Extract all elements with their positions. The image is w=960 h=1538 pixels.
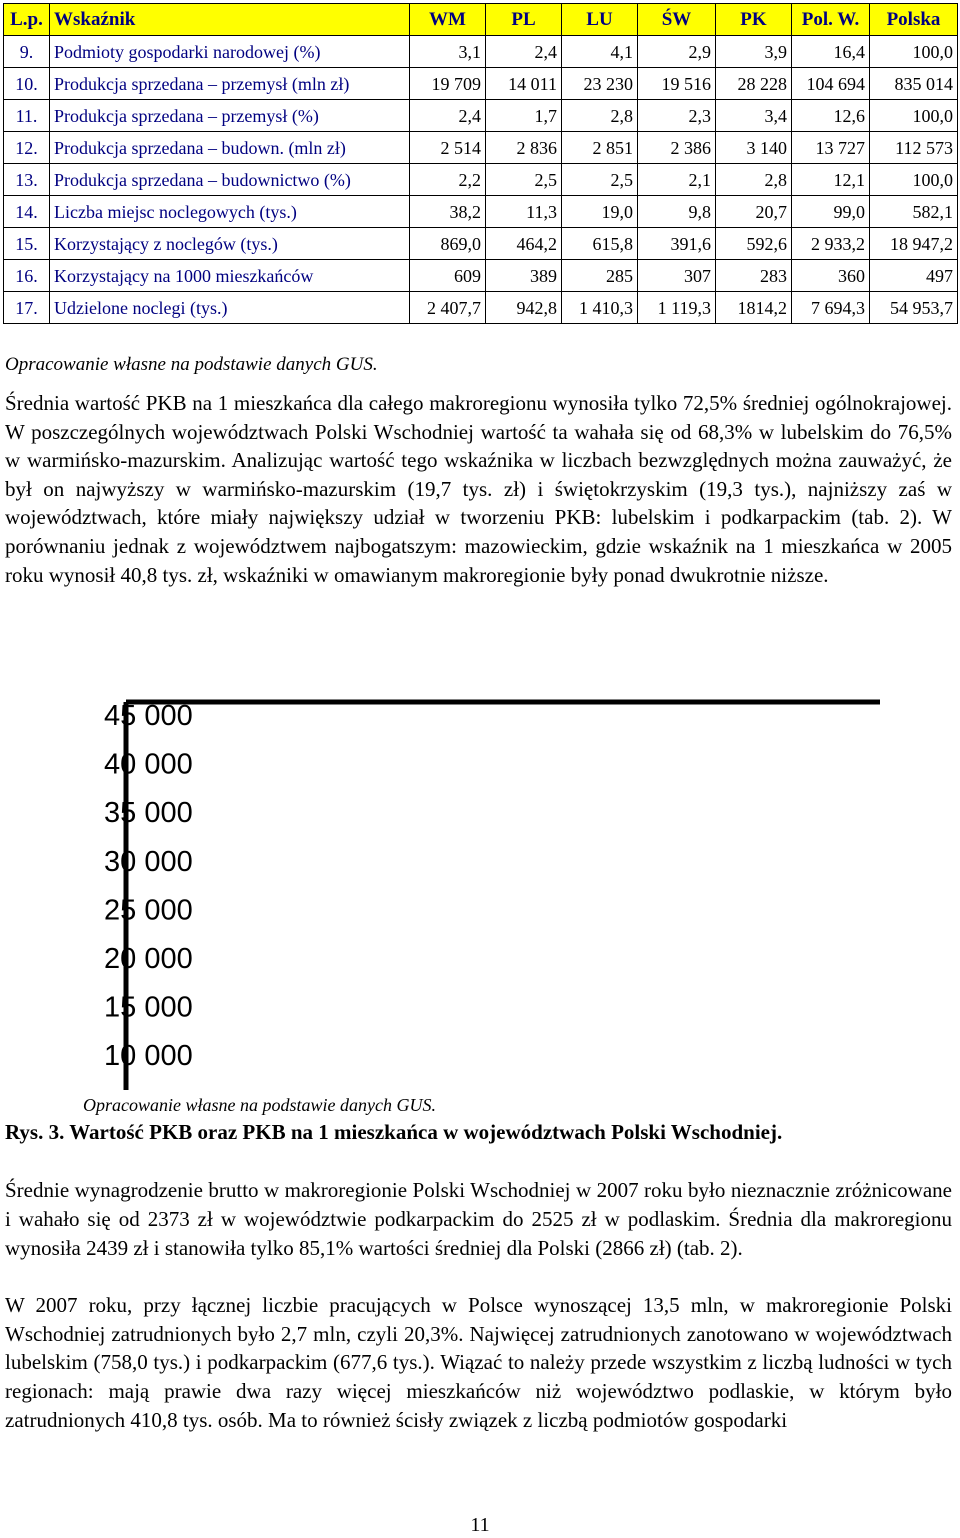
value-cell: 835 014 bbox=[870, 68, 958, 100]
value-cell: 19 709 bbox=[410, 68, 486, 100]
value-cell: 1,7 bbox=[486, 100, 562, 132]
value-cell: 11,3 bbox=[486, 196, 562, 228]
value-cell: 1 410,3 bbox=[562, 292, 638, 324]
value-cell: 2 851 bbox=[562, 132, 638, 164]
indicator-cell: Korzystający na 1000 mieszkańców bbox=[50, 260, 410, 292]
figure-caption: Rys. 3. Wartość PKB oraz PKB na 1 mieszkańca w województwach Polski Wschodniej. bbox=[5, 1120, 783, 1144]
indicator-cell: Korzystający z noclegów (tys.) bbox=[50, 228, 410, 260]
header-pl: PL bbox=[486, 4, 562, 36]
value-cell: 2,2 bbox=[410, 164, 486, 196]
value-cell: 18 947,2 bbox=[870, 228, 958, 260]
table-row bbox=[4, 292, 958, 324]
value-cell: 4,1 bbox=[562, 36, 638, 68]
header-polw: Pol. W. bbox=[792, 4, 870, 36]
value-cell: 19 516 bbox=[638, 68, 716, 100]
value-cell: 1 119,3 bbox=[638, 292, 716, 324]
value-cell: 2 933,2 bbox=[792, 228, 870, 260]
row-number-cell: 11. bbox=[4, 100, 50, 132]
header-polska: Polska bbox=[870, 4, 958, 36]
value-cell: 3,1 bbox=[410, 36, 486, 68]
value-cell: 2 514 bbox=[410, 132, 486, 164]
chart-source-note: Opracowanie własne na podstawie danych GUS. bbox=[83, 1095, 436, 1115]
table-row bbox=[4, 164, 958, 196]
value-cell: 2,3 bbox=[638, 100, 716, 132]
y-tick-label: 35 000 bbox=[104, 797, 193, 830]
table-row bbox=[4, 100, 958, 132]
header-lp: L.p. bbox=[4, 4, 50, 36]
value-cell: 100,0 bbox=[870, 100, 958, 132]
value-cell: 497 bbox=[870, 260, 958, 292]
value-cell: 2,5 bbox=[562, 164, 638, 196]
header-lu: LU bbox=[562, 4, 638, 36]
value-cell: 869,0 bbox=[410, 228, 486, 260]
value-cell: 14 011 bbox=[486, 68, 562, 100]
value-cell: 2,5 bbox=[486, 164, 562, 196]
value-cell: 112 573 bbox=[870, 132, 958, 164]
value-cell: 2,4 bbox=[486, 36, 562, 68]
indicator-cell: Produkcja sprzedana – przemysł (mln zł) bbox=[50, 68, 410, 100]
value-cell: 464,2 bbox=[486, 228, 562, 260]
indicator-cell: Produkcja sprzedana – przemysł (%) bbox=[50, 100, 410, 132]
paragraph-gdp-per-capita: Średnia wartość PKB na 1 mieszkańca dla całego makroregionu wynosiła tylko 72,5% średniej ogólnokrajowej. W poszczególnych województwach Polski Wschodniej wartość ta wahała się od 68,3% w lubelskim do 76,5% w warmińsko-mazurskim. Analizując wartość tego wskaźnika w liczbach bezwzględnych można zauważyć, że był on najwyższy w warmińsko-mazurskim (19,7 tys. zł) i świętokrzyskim (19,3 tys.), najniższy zaś w województwach, które miały największy udział w tworzeniu PKB: lubelskim i podkarpackim (tab. 2). W porównaniu jednak z województwem najbogatszym: mazowieckim, gdzie wskaźnik na 1 mieszkańca w 2005 roku wynosił 40,8 tys. zł, wskaźniki w omawianym makroregionie były ponad dwukrotnie niższe. bbox=[5, 391, 952, 587]
value-cell: 2 836 bbox=[486, 132, 562, 164]
row-number-cell: 13. bbox=[4, 164, 50, 196]
row-number-cell: 10. bbox=[4, 68, 50, 100]
value-cell: 2,8 bbox=[562, 100, 638, 132]
header-sw: ŚW bbox=[638, 4, 716, 36]
value-cell: 283 bbox=[716, 260, 792, 292]
indicator-cell: Liczba miejsc noclegowych (tys.) bbox=[50, 196, 410, 228]
table-header-row bbox=[4, 4, 958, 36]
value-cell: 2,8 bbox=[716, 164, 792, 196]
value-cell: 615,8 bbox=[562, 228, 638, 260]
value-cell: 2,4 bbox=[410, 100, 486, 132]
value-cell: 942,8 bbox=[486, 292, 562, 324]
table-row bbox=[4, 196, 958, 228]
value-cell: 54 953,7 bbox=[870, 292, 958, 324]
header-indicator: Wskaźnik bbox=[50, 4, 410, 36]
value-cell: 9,8 bbox=[638, 196, 716, 228]
value-cell: 38,2 bbox=[410, 196, 486, 228]
y-tick-label bbox=[104, 1089, 177, 1090]
value-cell: 389 bbox=[486, 260, 562, 292]
value-cell: 13 727 bbox=[792, 132, 870, 164]
row-number-cell: 15. bbox=[4, 228, 50, 260]
value-cell: 360 bbox=[792, 260, 870, 292]
value-cell: 104 694 bbox=[792, 68, 870, 100]
value-cell: 2,1 bbox=[638, 164, 716, 196]
value-cell: 391,6 bbox=[638, 228, 716, 260]
header-pk: PK bbox=[716, 4, 792, 36]
row-number-cell: 14. bbox=[4, 196, 50, 228]
value-cell: 3,4 bbox=[716, 100, 792, 132]
y-tick-label: 30 000 bbox=[104, 845, 193, 878]
value-cell: 582,1 bbox=[870, 196, 958, 228]
y-tick-label: 25 000 bbox=[104, 894, 193, 927]
value-cell: 12,6 bbox=[792, 100, 870, 132]
table-row bbox=[4, 68, 958, 100]
table-row bbox=[4, 260, 958, 292]
value-cell: 99,0 bbox=[792, 196, 870, 228]
value-cell: 7 694,3 bbox=[792, 292, 870, 324]
value-cell: 307 bbox=[638, 260, 716, 292]
value-cell: 609 bbox=[410, 260, 486, 292]
header-wm: WM bbox=[410, 4, 486, 36]
page-number: 11 bbox=[470, 1514, 490, 1536]
value-cell: 28 228 bbox=[716, 68, 792, 100]
chart-svg bbox=[0, 686, 960, 1090]
table-row bbox=[4, 36, 958, 68]
row-number-cell: 17. bbox=[4, 292, 50, 324]
value-cell: 2,9 bbox=[638, 36, 716, 68]
indicator-cell: Produkcja sprzedana – budown. (mln zł) bbox=[50, 132, 410, 164]
value-cell: 16,4 bbox=[792, 36, 870, 68]
row-number-cell: 12. bbox=[4, 132, 50, 164]
value-cell: 3 140 bbox=[716, 132, 792, 164]
value-cell: 100,0 bbox=[870, 36, 958, 68]
row-number-cell: 16. bbox=[4, 260, 50, 292]
value-cell: 2 386 bbox=[638, 132, 716, 164]
indicator-cell: Podmioty gospodarki narodowej (%) bbox=[50, 36, 410, 68]
y-tick-label: 45 000 bbox=[104, 700, 193, 732]
paragraph-wages: Średnie wynagrodzenie brutto w makroregionie Polski Wschodniej w 2007 roku było nieznacznie zróżnicowane i wahało się od 2373 zł w województwie podkarpackim do 2525 zł w podlaskim. Średnia dla makroregionu wynosiła 2439 zł i stanowiła tylko 85,1% wartości średniej dla Polski (2866 zł) (tab. 2). bbox=[5, 1178, 952, 1260]
y-tick-label: 15 000 bbox=[104, 991, 193, 1024]
value-cell: 1814,2 bbox=[716, 292, 792, 324]
y-tick-label: 40 000 bbox=[104, 748, 193, 781]
value-cell: 12,1 bbox=[792, 164, 870, 196]
indicator-cell: Udzielone noclegi (tys.) bbox=[50, 292, 410, 324]
table-body bbox=[4, 36, 958, 324]
table-row bbox=[4, 228, 958, 260]
value-cell: 592,6 bbox=[716, 228, 792, 260]
value-cell: 100,0 bbox=[870, 164, 958, 196]
value-cell: 285 bbox=[562, 260, 638, 292]
value-cell: 23 230 bbox=[562, 68, 638, 100]
value-cell: 3,9 bbox=[716, 36, 792, 68]
row-number-cell: 9. bbox=[4, 36, 50, 68]
value-cell: 19,0 bbox=[562, 196, 638, 228]
statistics-table bbox=[3, 3, 958, 324]
gdp-chart bbox=[0, 686, 960, 1090]
table-row bbox=[4, 132, 958, 164]
value-cell: 2 407,7 bbox=[410, 292, 486, 324]
paragraph-employment: W 2007 roku, przy łącznej liczbie pracujących w Polsce wynoszącej 13,5 mln, w makroregionie Polski Wschodniej zatrudnionych było 2,7 mln, czyli 20,3%. Najwięcej zatrudnionych zanotowano w województwach lubelskim (758,0 tys.) i podkarpackim (677,6 tys.). Wiązać to należy przede wszystkim z liczbą ludności w tych regionach: mają prawie dwa razy więcej mieszkańców niż województwo podlaskie, w którym było zatrudnionych 410,8 tys. osób. Ma to również ścisły związek z liczbą podmiotów gospodarki bbox=[5, 1293, 952, 1432]
value-cell: 20,7 bbox=[716, 196, 792, 228]
table-source-note: Opracowanie własne na podstawie danych GUS. bbox=[5, 354, 378, 375]
indicator-cell: Produkcja sprzedana – budownictwo (%) bbox=[50, 164, 410, 196]
y-tick-label: 10 000 bbox=[104, 1040, 193, 1073]
y-tick-label: 20 000 bbox=[104, 943, 193, 975]
